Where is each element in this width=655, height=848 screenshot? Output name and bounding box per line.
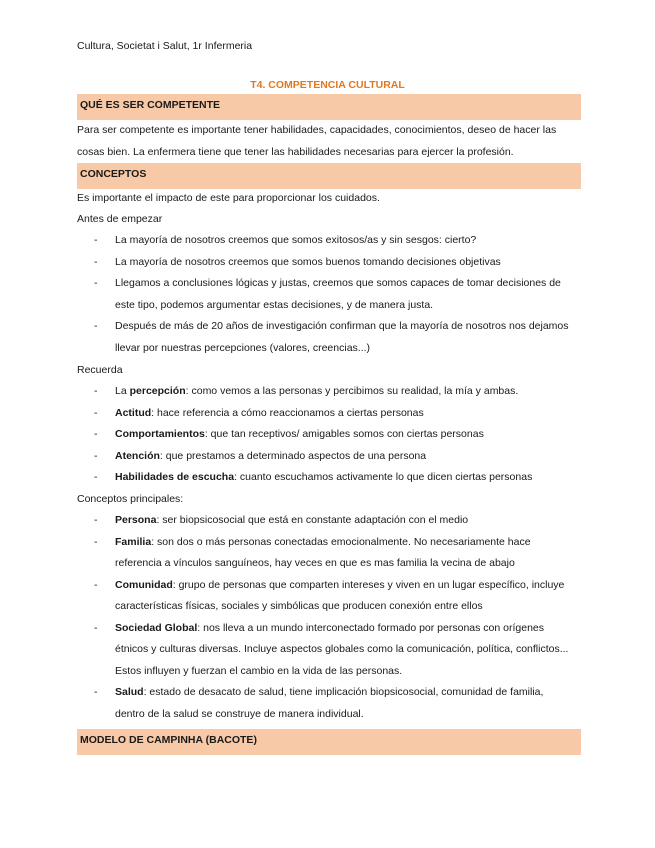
term-definition: : grupo de personas que comparten intereses y viven en un lugar específico, incluye características físicas, sociales y simbólicas que producen conexión entre ellos xyxy=(115,578,565,612)
term-prefix: La xyxy=(115,385,130,397)
list-item xyxy=(0,510,575,532)
paragraph-que-es: Para ser competente es importante tener habilidades, capacidades, conocimientos, deseo de hacer las cosas bien. La enfermera tiene que tener las habilidades necesarias para ejercer la profesión. xyxy=(77,124,557,158)
label-conceptos-principales: Conceptos principales: xyxy=(77,493,184,505)
bullet-dash: - xyxy=(94,428,98,440)
term: Salud xyxy=(115,686,144,698)
term: percepción xyxy=(129,385,186,397)
list-recuerda xyxy=(0,381,575,489)
paragraph-conceptos-intro: Es importante el impacto de este para proporcionar los cuidados. xyxy=(77,192,380,204)
term-definition: : que prestamos a determinado aspectos de una persona xyxy=(159,449,427,462)
list-item-text: Llegamos a conclusiones lógicas y justas, creemos que somos capaces de tomar decisiones de este tipo, podemos argumentar estas decisiones, y de manera justa. xyxy=(115,277,561,311)
term-definition: : ser biopsicosocial que está en constante adaptación con el medio xyxy=(156,514,469,526)
label-recuerda: Recuerda xyxy=(77,364,123,376)
list-item xyxy=(0,575,575,618)
list-item-text: Después de más de 20 años de investigación confirman que la mayoría de nosotros nos dejamos llevar por nuestras percepciones (valores, creencias...) xyxy=(115,320,569,354)
list-item xyxy=(0,273,575,316)
bullet-dash: - xyxy=(94,406,98,419)
bullet-dash: - xyxy=(94,535,98,548)
list-antes-de-empezar xyxy=(0,230,575,359)
bullet-dash: - xyxy=(94,578,98,591)
section-heading-que-es: QUÉ ES SER COMPETENTE xyxy=(77,94,581,120)
bullet-dash: - xyxy=(94,277,98,289)
term-definition: : como vemos a las personas y percibimos su realidad, la mía y ambas. xyxy=(185,385,519,397)
term-definition: : hace referencia a cómo reaccionamos a ciertas personas xyxy=(151,406,424,419)
list-item xyxy=(0,424,575,446)
term: Habilidades de escucha xyxy=(115,471,235,483)
list-item xyxy=(0,682,575,725)
list-item xyxy=(0,252,575,274)
bullet-dash: - xyxy=(94,320,98,332)
term-definition: : nos lleva a un mundo interconectado formado por personas con orígenes étnicos y culturas diversas. Incluye aspectos globales como la comunicación, política, conflictos... Estos influyen y fuerzan el cambio en la vida de las personas. xyxy=(115,621,569,677)
list-item xyxy=(0,230,575,252)
list-item xyxy=(0,467,575,489)
list-item-text: La mayoría de nosotros creemos que somos exitosos/as y sin sesgos: cierto? xyxy=(115,234,477,246)
list-item xyxy=(0,381,575,403)
term-definition: : son dos o más personas conectadas emocionalmente. No necesariamente hace referencia a vínculos sanguíneos, hay veces en que es mas familia la vecina de abajo xyxy=(115,535,531,569)
list-item xyxy=(0,446,575,468)
term: Comportamientos xyxy=(115,428,205,440)
document-title: T4. COMPETENCIA CULTURAL xyxy=(250,79,405,91)
term-definition: : cuanto escuchamos activamente lo que dicen ciertas personas xyxy=(234,471,533,483)
bullet-dash: - xyxy=(94,449,98,462)
list-item xyxy=(0,403,575,425)
term: Comunidad xyxy=(115,578,173,591)
bullet-dash: - xyxy=(94,514,98,526)
section-heading-modelo: MODELO DE CAMPINHA (BACOTE) xyxy=(77,729,581,755)
term: Sociedad Global xyxy=(115,621,198,634)
bullet-dash: - xyxy=(94,234,98,246)
term: Actitud xyxy=(115,406,152,419)
list-item xyxy=(0,618,575,683)
term: Familia xyxy=(115,535,152,548)
list-item xyxy=(0,532,575,575)
bullet-dash: - xyxy=(94,471,98,483)
bullet-dash: - xyxy=(94,385,98,397)
term: Persona xyxy=(115,514,157,526)
term: Atención xyxy=(115,449,160,462)
list-conceptos-principales xyxy=(0,510,575,725)
list-item-text: La mayoría de nosotros creemos que somos buenos tomando decisiones objetivas xyxy=(115,255,501,268)
page-header: Cultura, Societat i Salut, 1r Infermeria xyxy=(77,40,253,52)
bullet-dash: - xyxy=(94,686,98,698)
list-item xyxy=(0,316,575,359)
term-definition: : estado de desacato de salud, tiene implicación biopsicosocial, comunidad de familia, dentro de la salud se construye de manera individual. xyxy=(115,686,544,720)
bullet-dash: - xyxy=(94,621,98,634)
bullet-dash: - xyxy=(94,255,98,268)
term-definition: : que tan receptivos/ amigables somos con ciertas personas xyxy=(204,428,484,440)
label-antes-de-empezar: Antes de empezar xyxy=(77,213,163,225)
section-heading-conceptos: CONCEPTOS xyxy=(77,163,581,189)
